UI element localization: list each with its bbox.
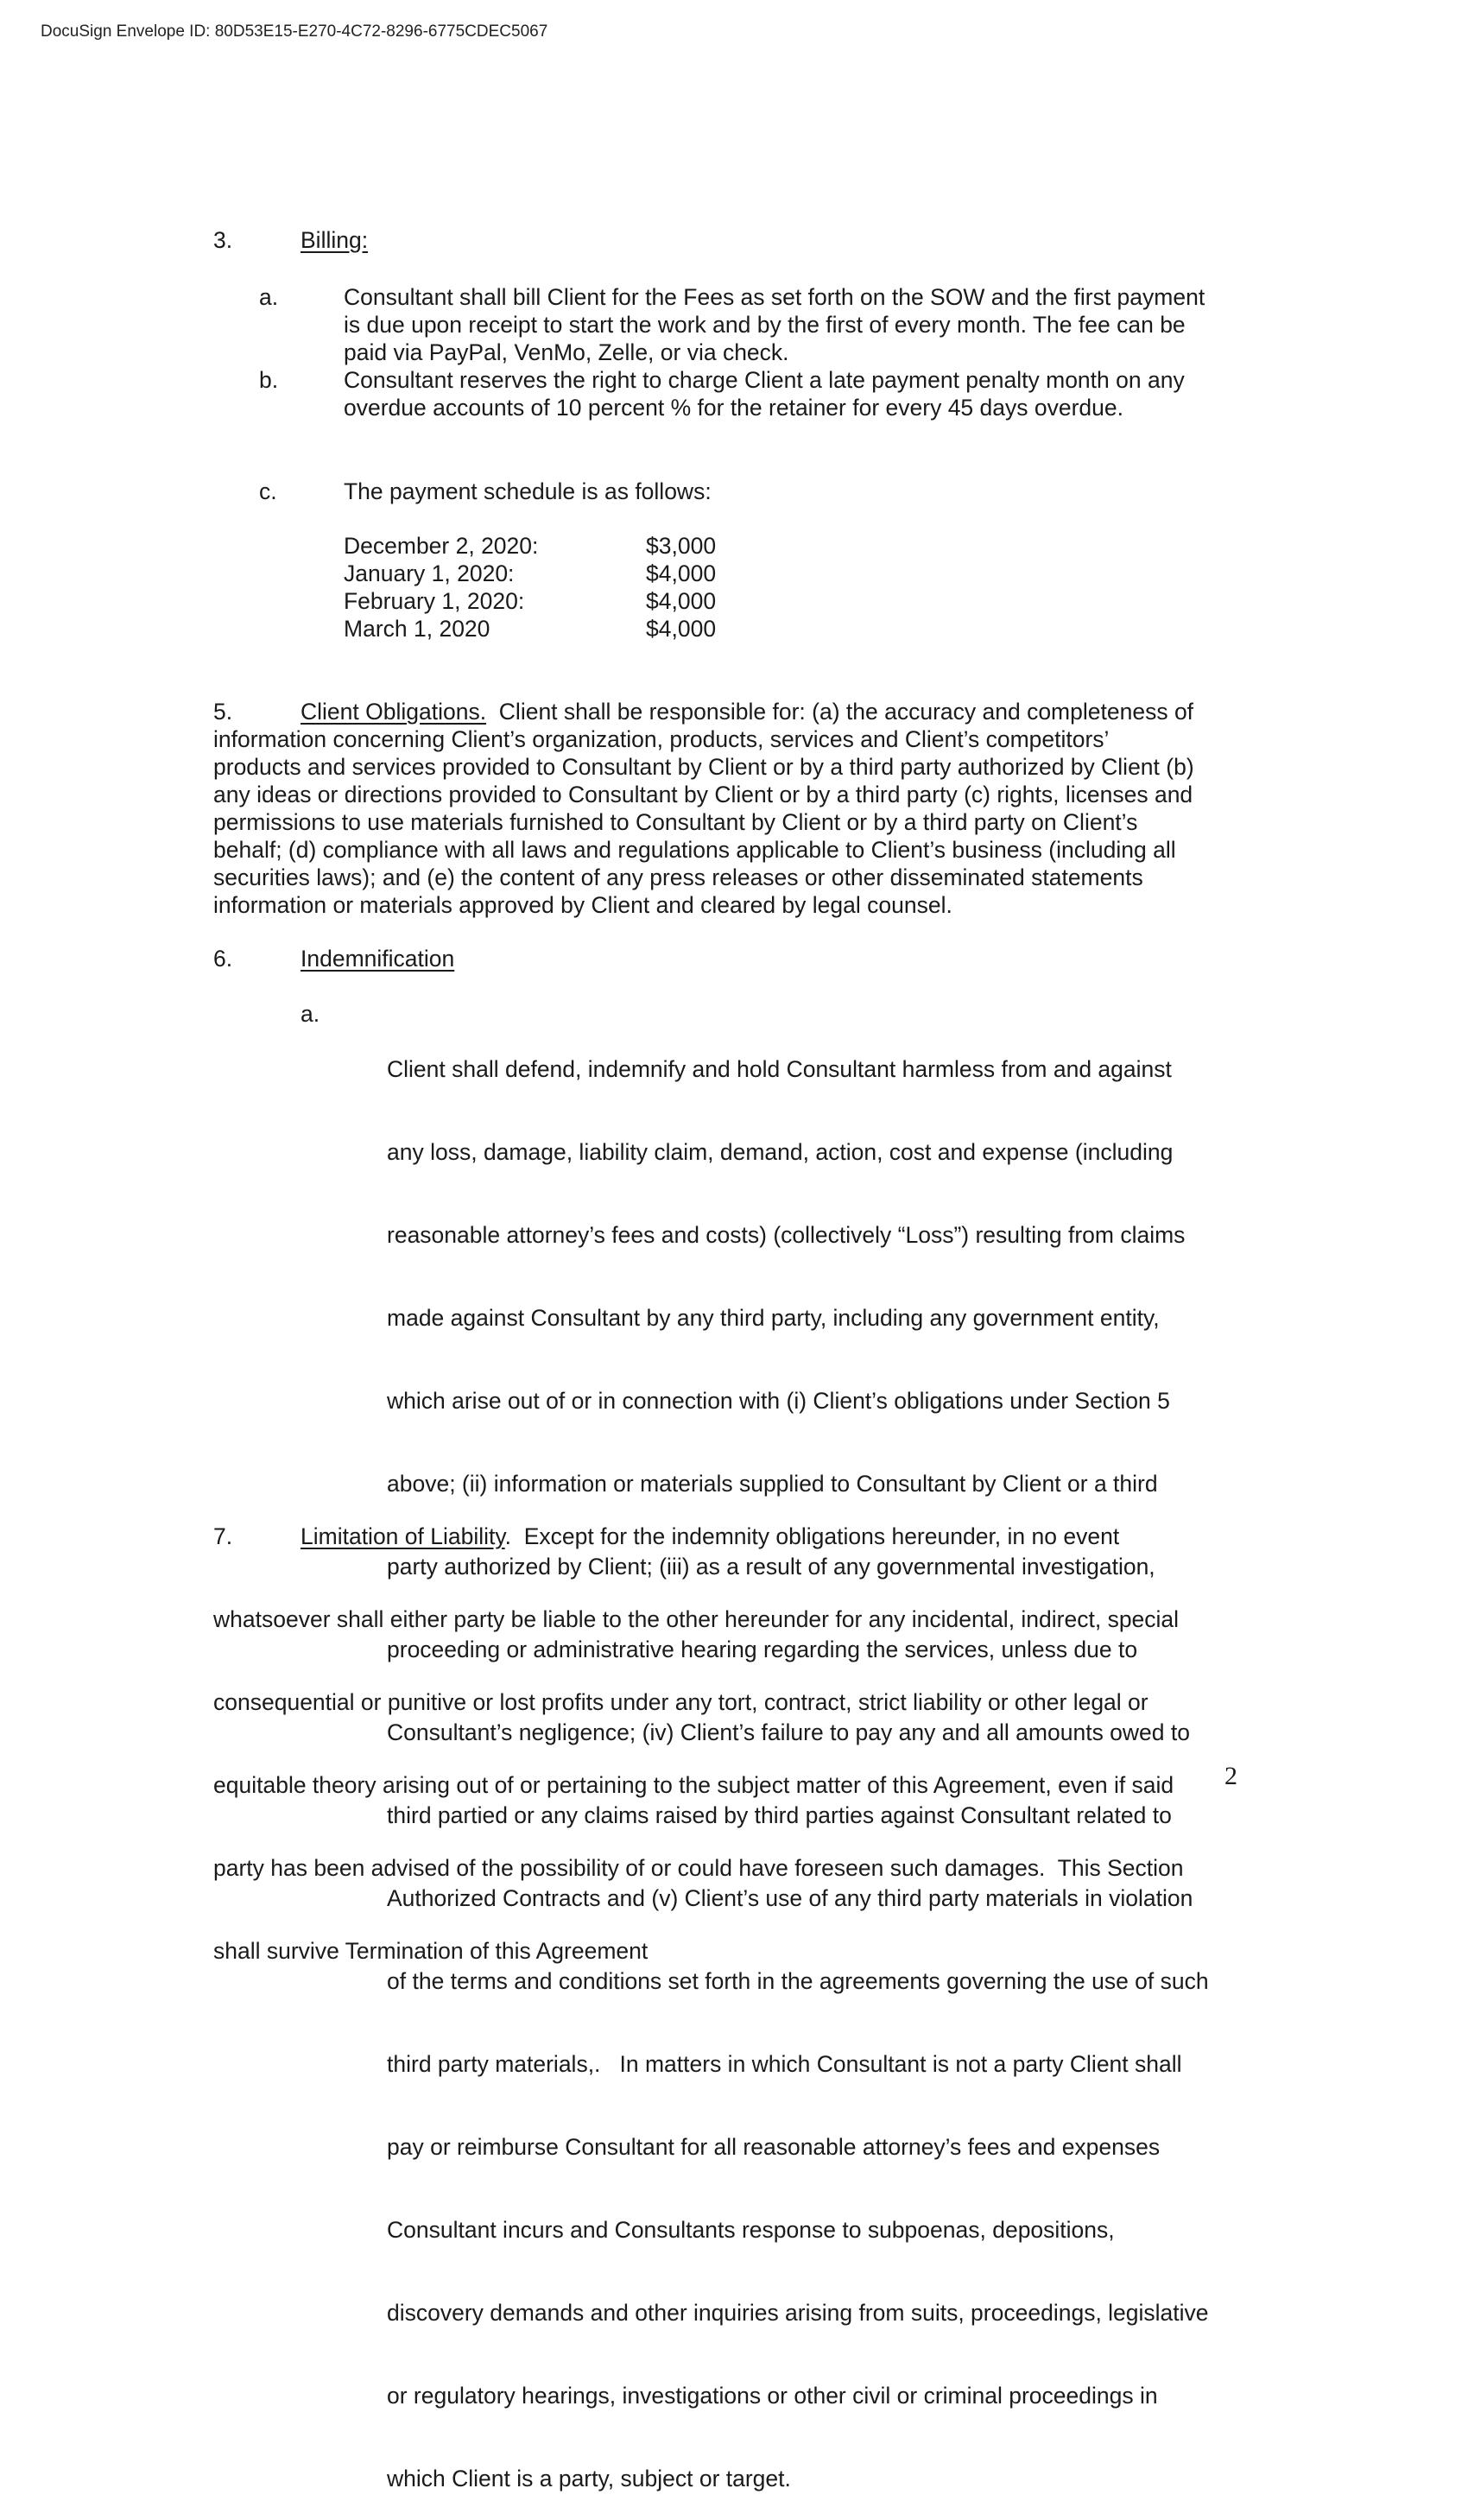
text-line: is due upon receipt to start the work and by the first of every month. The fee can be xyxy=(344,312,1186,338)
text-line: shall survive Termination of this Agreement xyxy=(213,1938,649,1964)
text-line: paid via PayPal, VenMo, Zelle, or via check. xyxy=(344,339,789,365)
schedule-date: December 2, 2020: xyxy=(344,533,539,559)
text-line: party authorized by Client; (iii) as a result of any governmental investigation, xyxy=(387,1554,1155,1580)
section-5-heading: Client Obligations. xyxy=(301,699,487,725)
text-line: proceeding or administrative hearing regarding the services, unless due to xyxy=(387,1637,1138,1662)
schedule-date: March 1, 2020 xyxy=(344,616,490,642)
text-line: made against Consultant by any third party, including any government entity, xyxy=(387,1305,1160,1331)
section-5-first-line xyxy=(301,698,1193,725)
section-7-body xyxy=(213,1550,1183,1992)
text-line: Consultant’s negligence; (iv) Client’s failure to pay any and all amounts owed to xyxy=(387,1719,1190,1745)
text-line: pay or reimburse Consultant for all reasonable attorney’s fees and expenses xyxy=(387,2134,1161,2160)
section-7-number: 7. xyxy=(213,1523,233,1549)
text-line: any loss, damage, liability claim, demand, action, cost and expense (including xyxy=(387,1139,1174,1165)
item-3b-marker: b. xyxy=(259,367,279,393)
text-line: Client shall be responsible for: (a) the accuracy and completeness of xyxy=(486,699,1194,725)
text-line: behalf; (d) compliance with all laws and regulations applicable to Client’s business (including all xyxy=(213,837,1176,863)
schedule-amount: $4,000 xyxy=(646,588,717,614)
text-line: of the terms and conditions set forth in the agreements governing the use of such xyxy=(387,1968,1209,1994)
docusign-envelope-id: DocuSign Envelope ID: 80D53E15-E270-4C72-8296-6775CDEC5067 xyxy=(41,22,548,41)
item-3c-marker: c. xyxy=(259,478,277,504)
schedule-amount: $4,000 xyxy=(646,616,717,642)
schedule-amount: $4,000 xyxy=(646,560,717,586)
text-line: which Client is a party, subject or target. xyxy=(387,2466,791,2492)
text-line: overdue accounts of 10 percent % for the retainer for every 45 days overdue. xyxy=(344,395,1123,421)
schedule-date: January 1, 2020: xyxy=(344,560,515,586)
text-line: Consultant reserves the right to charge Client a late payment penalty month on any xyxy=(344,367,1185,393)
section-3-number: 3. xyxy=(213,227,233,253)
section-5-number: 5. xyxy=(213,699,233,725)
text-line: discovery demands and other inquiries arising from suits, proceedings, legislative xyxy=(387,2300,1209,2326)
section-5-body xyxy=(213,725,1194,919)
item-3a-text xyxy=(344,283,1205,366)
text-line: party has been advised of the possibility of or could have foreseen such damages. This Section xyxy=(213,1855,1184,1881)
text-line: equitable theory arising out of or pertaining to the subject matter of this Agreement, even if said xyxy=(213,1772,1174,1798)
section-3-heading: Billing: xyxy=(301,227,369,253)
page-number: 2 xyxy=(1224,1762,1237,1790)
text-line: products and services provided to Consultant by Client or by a third party authorized by Client (b) xyxy=(213,754,1194,780)
text-line: third party materials,. In matters in which Consultant is not a party Client shall xyxy=(387,2051,1182,2077)
text-line: above; (ii) information or materials supplied to Consultant by Client or a third xyxy=(387,1471,1158,1497)
schedule-amount: $3,000 xyxy=(646,533,717,559)
text-line: Authorized Contracts and (v) Client’s use of any third party materials in violation xyxy=(387,1885,1193,1911)
text-line: reasonable attorney’s fees and costs) (collectively “Loss”) resulting from claims xyxy=(387,1222,1186,1248)
text-line: permissions to use materials furnished to Consultant by Client or by a third party on Client’s xyxy=(213,809,1138,835)
item-3b-text xyxy=(344,366,1185,421)
text-line: Client shall defend, indemnify and hold Consultant harmless from and against xyxy=(387,1056,1172,1082)
item-6a-marker: a. xyxy=(301,1001,320,1027)
text-line: . Except for the indemnity obligations hereunder, in no event xyxy=(504,1523,1120,1549)
text-line: information or materials approved by Client and cleared by legal counsel. xyxy=(213,892,952,918)
text-line: or regulatory hearings, investigations or other civil or criminal proceedings in xyxy=(387,2383,1158,2409)
text-line: any ideas or directions provided to Consultant by Client or by a third party (c) rights, licenses and xyxy=(213,782,1193,807)
section-7-first-line xyxy=(301,1523,1119,1550)
section-6-heading: Indemnification xyxy=(301,946,455,972)
section-6-number: 6. xyxy=(213,946,233,972)
text-line: whatsoever shall either party be liable to the other hereunder for any incidental, indirect, special xyxy=(213,1606,1180,1632)
item-3c-text: The payment schedule is as follows: xyxy=(344,478,712,504)
text-line: which arise out of or in connection with (i) Client’s obligations under Section 5 xyxy=(387,1388,1170,1414)
section-7-heading: Limitation of Liability xyxy=(301,1523,505,1549)
text-line: consequential or punitive or lost profits under any tort, contract, strict liability or other legal or xyxy=(213,1689,1148,1715)
item-3a-marker: a. xyxy=(259,284,279,310)
text-line: securities laws); and (e) the content of any press releases or other disseminated statements xyxy=(213,864,1143,890)
text-line: Consultant shall bill Client for the Fees as set forth on the SOW and the first payment xyxy=(344,284,1205,310)
schedule-date: February 1, 2020: xyxy=(344,588,525,614)
text-line: Consultant incurs and Consultants response to subpoenas, depositions, xyxy=(387,2217,1115,2243)
text-line: information concerning Client’s organization, products, services and Client’s competitors’ xyxy=(213,726,1110,752)
text-line: third partied or any claims raised by third parties against Consultant related to xyxy=(387,1802,1172,1828)
